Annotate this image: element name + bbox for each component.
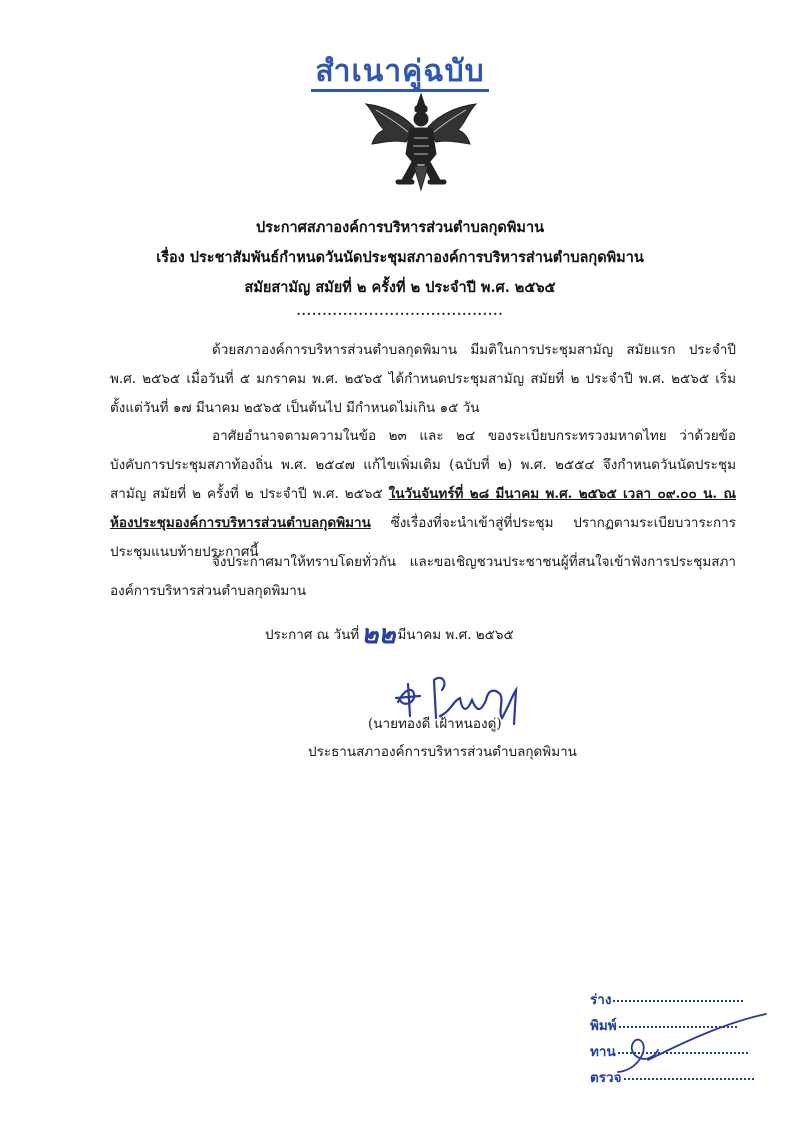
paragraph-2: อาศัยอำนาจตามความในข้อ ๒๓ และ ๒๔ ของระเบียบกระทรวงมหาดไทย ว่าด้วยข้อบังคับการประชุมสภาท้องถิ่น พ.ศ. ๒๕๔๗ แก้ไขเพิ่มเติม (ฉบับที่ ๒) พ.ศ. ๒๕๕๔ จึงกำหนดวันนัดประชุมสามัญ สมัยที่ ๒ ครั้งที่ ๒ ประจำปี พ.ศ. ๒๕๖๕ ในวันจันทร์ที่ ๒๘ มีนาคม พ.ศ. ๒๕๖๕ เวลา ๐๙.๐๐ น. ณ ห้องประชุมองค์การบริหารส่วนตำบลกุดพิมาน ซึ่งเรื่องที่จะนำเข้าสู่ที่ประชุม ปรากฏตามระเบียบวาระการประชุมแนบท้ายประกาศนี้ bbox=[110, 428, 736, 560]
routing-type: พิมพ์ bbox=[590, 1014, 737, 1036]
meeting-date-emphasis: ในวันจันทร์ที่ ๒๘ มีนาคม พ.ศ. ๒๕๖๕ เวลา ๐๙.๐๐ น. ณ ห้องประชุมองค์การบริหารส่วนตำบลกุดพิมาน bbox=[110, 486, 736, 531]
issued-date: ประกาศ ณ วันที่๒๒ มีนาคม พ.ศ. ๒๕๖๕ bbox=[265, 614, 514, 655]
signer-name: (นายทองดี เฝ้าหนองดู่) bbox=[368, 716, 502, 732]
announcement-heading: ประกาศสภาองค์การบริหารส่วนตำบลกุดพิมาน bbox=[255, 219, 545, 236]
garuda-emblem-icon bbox=[362, 92, 480, 192]
session-heading: สมัยสามัญ สมัยที่ ๒ ครั้งที่ ๒ ประจำปี พ.ศ. ๒๕๖๕ bbox=[244, 279, 556, 296]
paragraph-1: ด้วยสภาองค์การบริหารส่วนตำบลกุดพิมาน มีมติในการประชุมสามัญ สมัยแรก ประจำปี พ.ศ. ๒๕๖๕ เมื่อวันที่ ๕ มกราคม พ.ศ. ๒๕๖๕ ได้กำหนดประชุมสามัญ สมัยที่ ๒ ประจำปี พ.ศ. ๒๕๖๕ เริ่มตั้งแต่วันที่ ๑๗ มีนาคม ๒๕๖๕ เป็นต้นไป มีกำหนดไม่เกิน ๑๕ วัน bbox=[110, 342, 736, 416]
heading-divider: ........................................ bbox=[296, 304, 504, 318]
initials-mark-icon bbox=[608, 1000, 768, 1090]
subject-heading: เรื่อง ประชาสัมพันธ์กำหนดวันนัดประชุมสภาองค์การบริหารส่านตำบลกุดพิมาน bbox=[156, 249, 644, 266]
routing-review: ทาน bbox=[590, 1040, 748, 1062]
routing-check: ตรวจ bbox=[590, 1066, 754, 1088]
signer-position: ประธานสภาองค์การบริหารส่วนตำบลกุดพิมาน bbox=[308, 744, 577, 760]
handwritten-day: ๒๒ bbox=[361, 620, 396, 650]
copy-stamp: สำเนาคู่ฉบับ bbox=[0, 48, 800, 95]
paragraph-3: จึงประกาศมาให้ทราบโดยทั่วกัน และขอเชิญชวนประชาชนผู้ที่สนใจเข้าฟังการประชุมสภาองค์การบริหารส่วนตำบลกุดพิมาน bbox=[110, 554, 736, 599]
routing-draft: ร่าง bbox=[590, 988, 743, 1010]
